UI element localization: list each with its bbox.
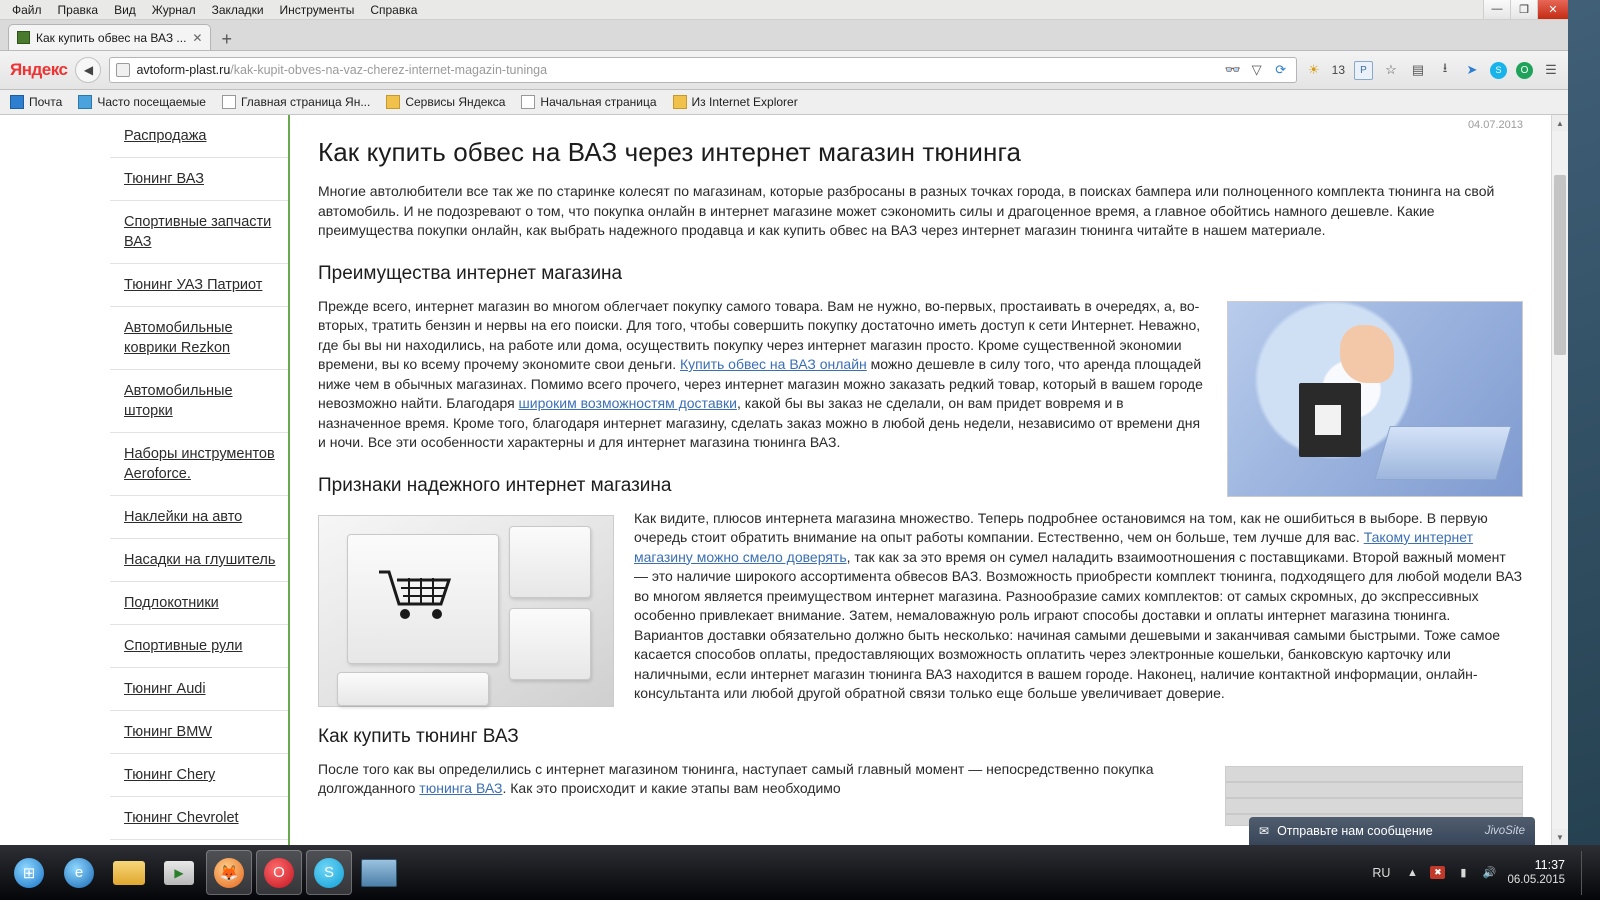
language-indicator[interactable]: RU [1372,865,1391,880]
weather-temperature: 13 [1331,63,1345,77]
skype-icon: S [314,858,344,888]
reading-list-icon[interactable]: ▤ [1411,62,1425,77]
section-heading-reliability: Признаки надежного интернет магазина [318,474,672,496]
sidebar-item-tuning-chevrolet[interactable] [110,797,288,840]
star-icon [78,95,92,109]
skype-icon[interactable]: S [1490,62,1507,79]
url-path: /kak-kupit-obves-na-vaz-cherez-internet-magazin-tuninga [230,63,548,77]
opera-icon: O [264,858,294,888]
link-buy-body-kit-online[interactable]: Купить обвес на ВАЗ онлайн [680,356,867,372]
folder-icon [113,861,145,885]
opera-icon[interactable]: O [1516,62,1533,79]
new-tab-button[interactable]: + [221,29,232,49]
shopping-cart-icon [377,566,455,622]
web-page [0,115,1551,845]
link-trusted-shop[interactable]: Такому интернет магазину можно смело доверять [634,529,1474,565]
article-intro-paragraph: Многие автолюбители все так же по старинке колесят по магазинам, которые разбросаны в разных точках города, в поисках бампера или полноценного комплекта тюнинга на свой автомобиль. И не подозревают о том, что покупка онлайн в интернет магазине может сэкономить силы и драгоценное время, а главное обойтись намного дешевле. Какие преимущества покупки онлайн, как выбрать надежного продавца и как купить обвес на ВАЗ через интернет магазин тюнинга читайте в нашем материале. [318,183,1495,238]
picture-icon [361,859,397,887]
reload-icon[interactable]: ⟳ [1275,62,1287,77]
sidebar-item-stickers[interactable] [110,496,288,539]
minimize-button[interactable]: — [1483,0,1510,19]
scroll-down-arrow-icon[interactable]: ▼ [1552,829,1568,845]
close-button[interactable]: ✕ [1537,0,1568,19]
clock-time: 11:37 [1534,857,1565,872]
bookmark-label: Почта [29,95,63,109]
menu-item-edit[interactable]: Правка [57,2,99,17]
illustration-keyboard-cart [318,515,614,707]
paragraph-text-part: Как видите, плюсов интернета магазина множество. Теперь подробнее остановимся на том, как не ошибиться в выборе. В первую очередь стоит обратить внимание на опыт работы компании. Естественно, чем он больше, тем лучше для вас. [634,509,1488,545]
window-controls [1483,0,1568,19]
paragraph-text-part: , так как за это время он сумел наладить взаимоотношения с поставщиками. Второй важный момент — это наличие широкого ассортимента обвесов ВАЗ. Возможность приобрести комплект тюнинга, подходящего для любой модели ВАЗ во многом является преимуществом интернет магазина. Разнообразие самих комплектов: от самых скромных, до экспрессивных особенно привлекает внимание. Затем, немаловажную роль играют способы доставки и оплаты интернет магазина тюнинга. Вариантов доставки обязательно должно быть несколько: начиная самыми дешевыми и заканчивая самыми быстрыми. Тоже самое касается способов оплаты, предоставляющих возможность оплатить через электронные кошельки, банковскую карточку или наличными, если интернет магазин тюнинга ВАЗ находится в вашем городе. Наконец, наличие контактной информации, онлайн-консультанта или любой другой обратной связи только еще больше увеличивает доверие. [634,548,1523,701]
bookmark-label: Начальная страница [540,95,657,109]
arrow-up-icon[interactable]: ▲ [1406,866,1418,879]
sidebar-item-tool-kits[interactable] [110,433,288,496]
sidebar-item-curtains[interactable] [110,370,288,433]
bookmark-yandex-services[interactable] [386,95,505,109]
clock[interactable] [1507,858,1565,888]
sidebar-item-label[interactable]: Тюнинг Chevrolet [124,810,239,826]
back-button[interactable]: ◀ [75,57,101,83]
bookmark-frequent[interactable] [78,95,206,109]
bookmark-label: Главная страница Ян... [240,95,371,109]
system-tray [1368,851,1600,895]
tab-favicon-icon [17,31,30,44]
tab-close-icon[interactable]: ✕ [192,30,203,45]
paragraph-text-part: Прежде всего, интернет магазин во многом облегчает покупку самого товара. Вам не нужно, во-первых, простаивать в очередях, а, во-вторых, тратить бензин и нервы на его поиски. Для того, чтобы совершить покупку достаточно иметь доступ к сети Интернет. Неважно, где бы вы ни находились, на работе или дома, осуществить покупку через интернет магазин просто. Кроме существенной экономии времени, вы ко всему прочему экономите свои деньги. [318,297,1201,372]
chat-widget-brand: JivoSite [1484,825,1525,837]
keyboard-key-shape [509,608,591,680]
sidebar-item-label[interactable]: Тюнинг BMW [124,724,212,740]
bookmark-from-ie[interactable] [673,95,798,109]
bookmark-start-page[interactable] [521,95,656,109]
section-heading-advantages: Преимущества интернет магазина [318,262,623,284]
bookmark-label: Сервисы Яндекса [405,95,506,109]
mail-icon [10,95,24,109]
scroll-up-arrow-icon[interactable]: ▲ [1552,115,1568,131]
url-domain: avtoform-plast.ru [136,63,231,77]
paragraph-text-part: После того как вы определились с интернет магазином тюнинга, наступает самый главный момент — непосредственно покупка долгожданного [318,760,1154,796]
skype-button[interactable] [306,850,352,895]
sidebar-item-label[interactable]: Наклейки на авто [124,509,243,525]
page-info-icon[interactable] [116,63,130,77]
sidebar-item-label[interactable]: Спортивные запчасти ВАЗ [124,214,272,250]
sidebar-item-sale[interactable] [110,115,288,158]
hand-shape [1340,325,1394,383]
internet-explorer-button[interactable] [56,850,102,895]
link-vaz-tuning[interactable]: тюнинга ВАЗ [419,780,503,796]
sidebar-item-tuning-vaz[interactable] [110,158,288,201]
menu-item-bookmarks[interactable]: Закладки [211,2,264,17]
bookmark-mail[interactable] [10,95,62,109]
site-sidebar-menu [0,115,290,845]
sidebar-item-label[interactable]: Тюнинг Chery [124,767,216,783]
tab-active[interactable] [8,24,211,50]
folder-icon [673,95,687,109]
maximize-button[interactable]: ❐ [1510,0,1537,19]
volume-icon[interactable]: 🔊 [1482,867,1497,879]
envelope-icon: ✉ [1259,824,1270,838]
bookmarks-bar [0,90,1568,115]
sidebar-item-label[interactable]: Тюнинг Audi [124,681,206,697]
shopping-bag-shape [1299,383,1361,457]
navigation-toolbar [0,51,1568,90]
firefox-icon: 🦊 [214,858,244,888]
ie-icon: e [64,858,94,888]
opera-button[interactable] [256,850,302,895]
show-desktop-button[interactable] [1581,851,1590,895]
sidebar-item-exhaust-tips[interactable] [110,539,288,582]
dropdown-icon[interactable]: ▽ [1251,62,1262,77]
section-heading-how-to-buy: Как купить тюнинг ВАЗ [318,725,519,747]
page-icon [222,95,236,109]
antivirus-icon[interactable]: ✖ [1430,866,1445,879]
browser-menu-bar [0,0,1568,20]
sidebar-item-label[interactable]: Насадки на глушитель [124,552,276,568]
bookmark-label: Часто посещаемые [97,95,206,109]
sidebar-item-tuning-audi[interactable] [110,668,288,711]
vertical-scrollbar[interactable] [1551,115,1568,845]
folder-icon [386,95,400,109]
laptop-shape [1375,426,1512,480]
photo-viewer-button[interactable] [356,850,402,895]
toolbar-icons [1305,61,1560,80]
paragraph-text-part: можно дешевле в силу того, что аренда площадей ниже чем в обычных магазинах. Помимо всего прочего, через интернет магазин можно заказать редкий товар, который в вашем городе невозможно найти. Благодаря [318,356,1203,411]
sidebar-item-label[interactable]: Автомобильные коврики Rezkon [124,320,233,356]
sidebar-item-armrests[interactable] [110,582,288,625]
sidebar-item-label[interactable]: Спортивные рули [124,638,243,654]
weather-icon[interactable]: ☀ [1307,62,1320,77]
illustration-online-shopping [1227,301,1523,497]
network-icon[interactable]: ▮ [1460,867,1467,879]
menu-item-tools[interactable]: Инструменты [279,2,355,17]
menu-item-help[interactable]: Справка [370,2,418,17]
bookmark-star-icon[interactable]: ☆ [1385,62,1397,77]
page-title: Как купить обвес на ВАЗ через интернет магазин тюнинга [318,137,1022,167]
translate-icon[interactable]: Р [1354,61,1373,80]
bookmark-yandex-home[interactable] [222,95,370,109]
bookmark-label: Из Internet Explorer [691,95,798,109]
explorer-button[interactable] [106,850,152,895]
sidebar-item-tuning-chery[interactable] [110,754,288,797]
tab-strip [0,20,1568,51]
scrollbar-thumb[interactable] [1554,175,1566,355]
page-icon [521,95,535,109]
tab-title: Как купить обвес на ВАЗ ... [36,30,187,45]
clock-date: 06.05.2015 [1507,873,1565,886]
article-date: 04.07.2013 [1467,119,1523,131]
menu-item-view[interactable]: Вид [114,2,136,17]
sidebar-item-mats[interactable] [110,307,288,370]
keyboard-key-shape [337,672,489,706]
link-delivery-options[interactable]: широким возможностям доставки [518,395,737,411]
menu-icon[interactable]: ☰ [1545,62,1557,77]
sidebar-item-label[interactable]: Тюнинг ВАЗ [124,171,204,187]
jivosite-chat-widget[interactable] [1249,817,1535,845]
sidebar-item-label[interactable]: Наборы инструментов Aeroforce. [124,446,275,482]
sidebar-item-label[interactable]: Автомобильные шторки [124,383,233,419]
reader-mode-icon[interactable]: 👓 [1224,62,1241,77]
article-content [290,115,1551,845]
page-viewport [0,115,1568,845]
media-player-icon: ▶ [164,861,194,885]
paragraph-text-part: , какой бы вы заказ не сделали, он вам придет вовремя и в назначенное время. Кроме того, благодаря интернет магазину, сделать заказ можно в любой день недели, независимо от времени дня и ночи. Все эти особенности характерны и для интернет магазина тюнинга ВАЗ. [318,395,1201,450]
keyboard-key-shape [509,526,591,598]
sidebar-item-sport-wheels[interactable] [110,625,288,668]
paragraph-text-part: . Как это происходит и какие этапы вам необходимо [502,780,841,796]
yandex-logo[interactable]: Яндекс [10,60,68,79]
sidebar-item-label[interactable]: Подлокотники [124,595,219,611]
sidebar-item-tuning-uaz[interactable] [110,264,288,307]
send-icon[interactable]: ➤ [1466,62,1478,77]
sidebar-item-tuning-bmw[interactable] [110,711,288,754]
chat-widget-text: Отправьте нам сообщение [1277,824,1433,838]
windows-icon: ⊞ [14,858,44,888]
media-player-button[interactable] [156,850,202,895]
address-bar[interactable] [109,57,1296,83]
sidebar-item-label[interactable]: Распродажа [124,128,207,144]
sidebar-item-sport-parts[interactable] [110,201,288,264]
download-icon[interactable]: ⭳ [1442,60,1448,75]
taskbar [0,845,1600,900]
menu-item-history[interactable]: Журнал [151,2,196,17]
sidebar-item-label[interactable]: Тюнинг УАЗ Патриот [124,277,263,293]
start-button[interactable] [6,850,52,895]
firefox-button[interactable] [206,850,252,895]
url-text [136,63,1217,77]
menu-item-file[interactable]: Файл [12,2,42,17]
